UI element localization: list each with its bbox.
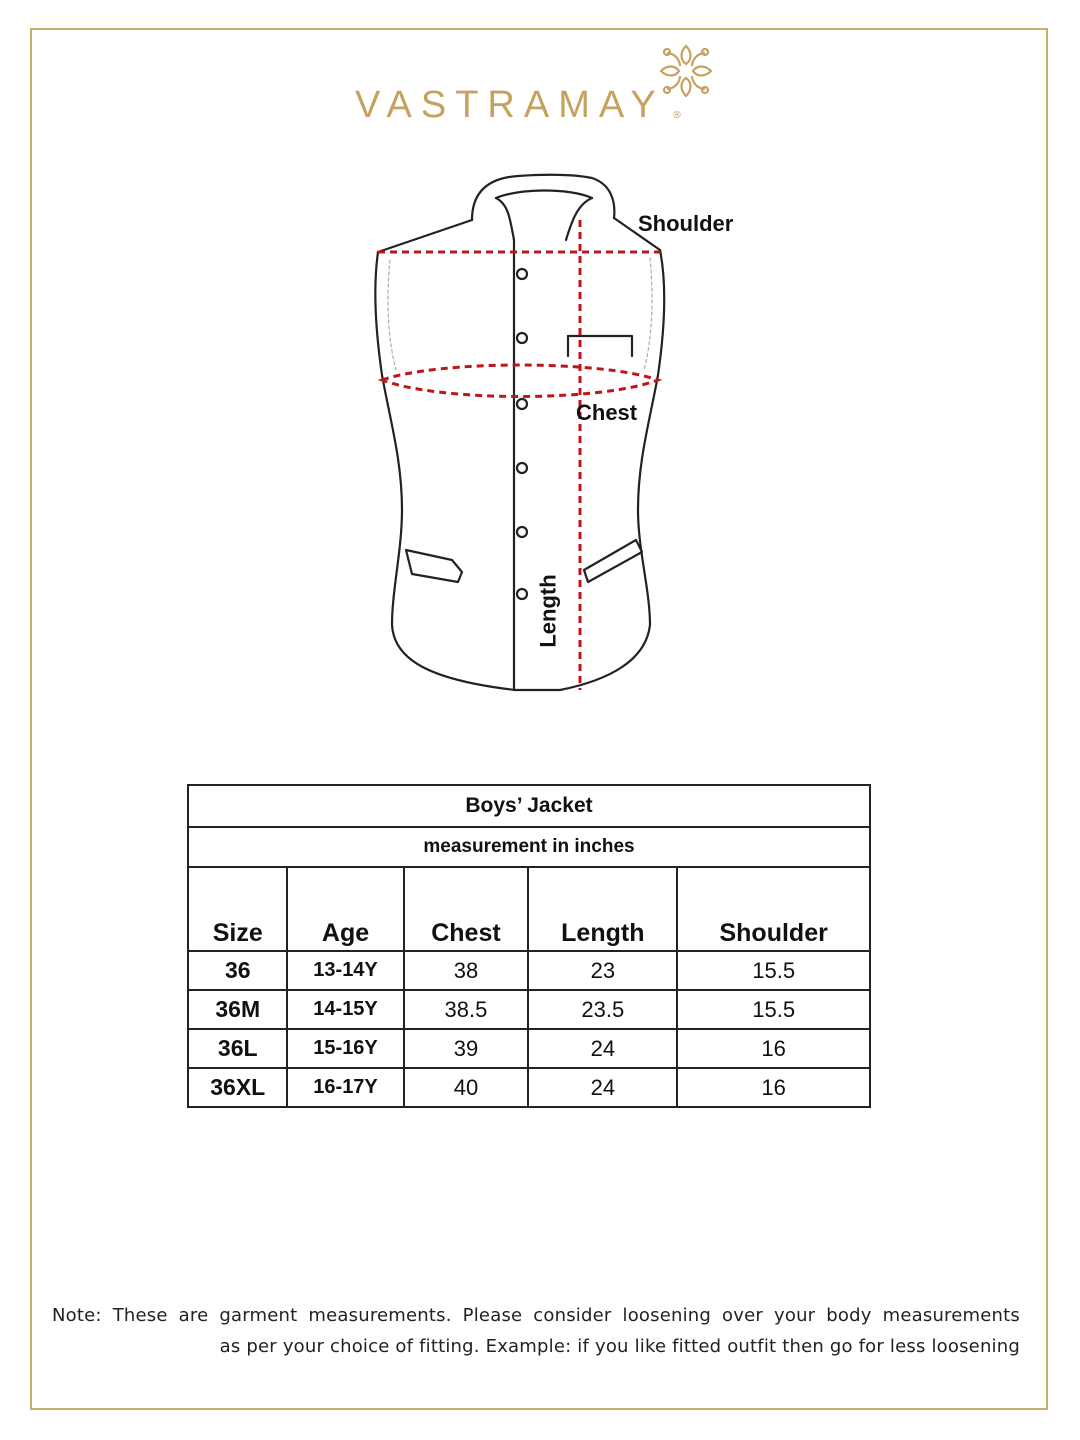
header-length: Length: [528, 867, 677, 951]
registered-mark: ®: [672, 110, 682, 121]
cell-chest: 40: [404, 1068, 529, 1107]
chest-label: Chest: [576, 400, 638, 425]
cell-age: 13-14Y: [287, 951, 403, 990]
table-header-row: [188, 867, 870, 951]
length-label: Length: [535, 574, 561, 648]
cell-length: 24: [528, 1029, 677, 1068]
table-row: [188, 951, 870, 990]
cell-size: 36: [188, 951, 287, 990]
table-row: [188, 1029, 870, 1068]
table-title: Boys’ Jacket: [188, 785, 870, 827]
size-chart-table: [187, 784, 871, 1108]
brand-logo-text: VASTRAMAY: [355, 84, 665, 126]
header-age: Age: [287, 867, 403, 951]
table-subtitle: measurement in inches: [188, 827, 870, 867]
cell-chest: 39: [404, 1029, 529, 1068]
table-row: [188, 990, 870, 1029]
cell-chest: 38.5: [404, 990, 529, 1029]
cell-age: 16-17Y: [287, 1068, 403, 1107]
cell-chest: 38: [404, 951, 529, 990]
cell-age: 15-16Y: [287, 1029, 403, 1068]
header-size: Size: [188, 867, 287, 951]
cell-shoulder: 16: [677, 1068, 870, 1107]
cell-size: 36L: [188, 1029, 287, 1068]
cell-shoulder: 16: [677, 1029, 870, 1068]
cell-size: 36M: [188, 990, 287, 1029]
fit-note: [52, 1300, 1020, 1362]
cell-age: 14-15Y: [287, 990, 403, 1029]
cell-size: 36XL: [188, 1068, 287, 1107]
cell-length: 23.5: [528, 990, 677, 1029]
header-shoulder: Shoulder: [677, 867, 870, 951]
cell-length: 23: [528, 951, 677, 990]
cell-length: 24: [528, 1068, 677, 1107]
table-row: [188, 1068, 870, 1107]
shoulder-label: Shoulder: [638, 211, 734, 236]
note-line-1: Note: These are garment measurements. Please consider loosening over your body measurements: [52, 1305, 1020, 1326]
cell-shoulder: 15.5: [677, 951, 870, 990]
header-chest: Chest: [404, 867, 529, 951]
note-line-2: as per your choice of fitting. Example: if you like fitted outfit then go for less loosening: [219, 1336, 1020, 1357]
cell-shoulder: 15.5: [677, 990, 870, 1029]
